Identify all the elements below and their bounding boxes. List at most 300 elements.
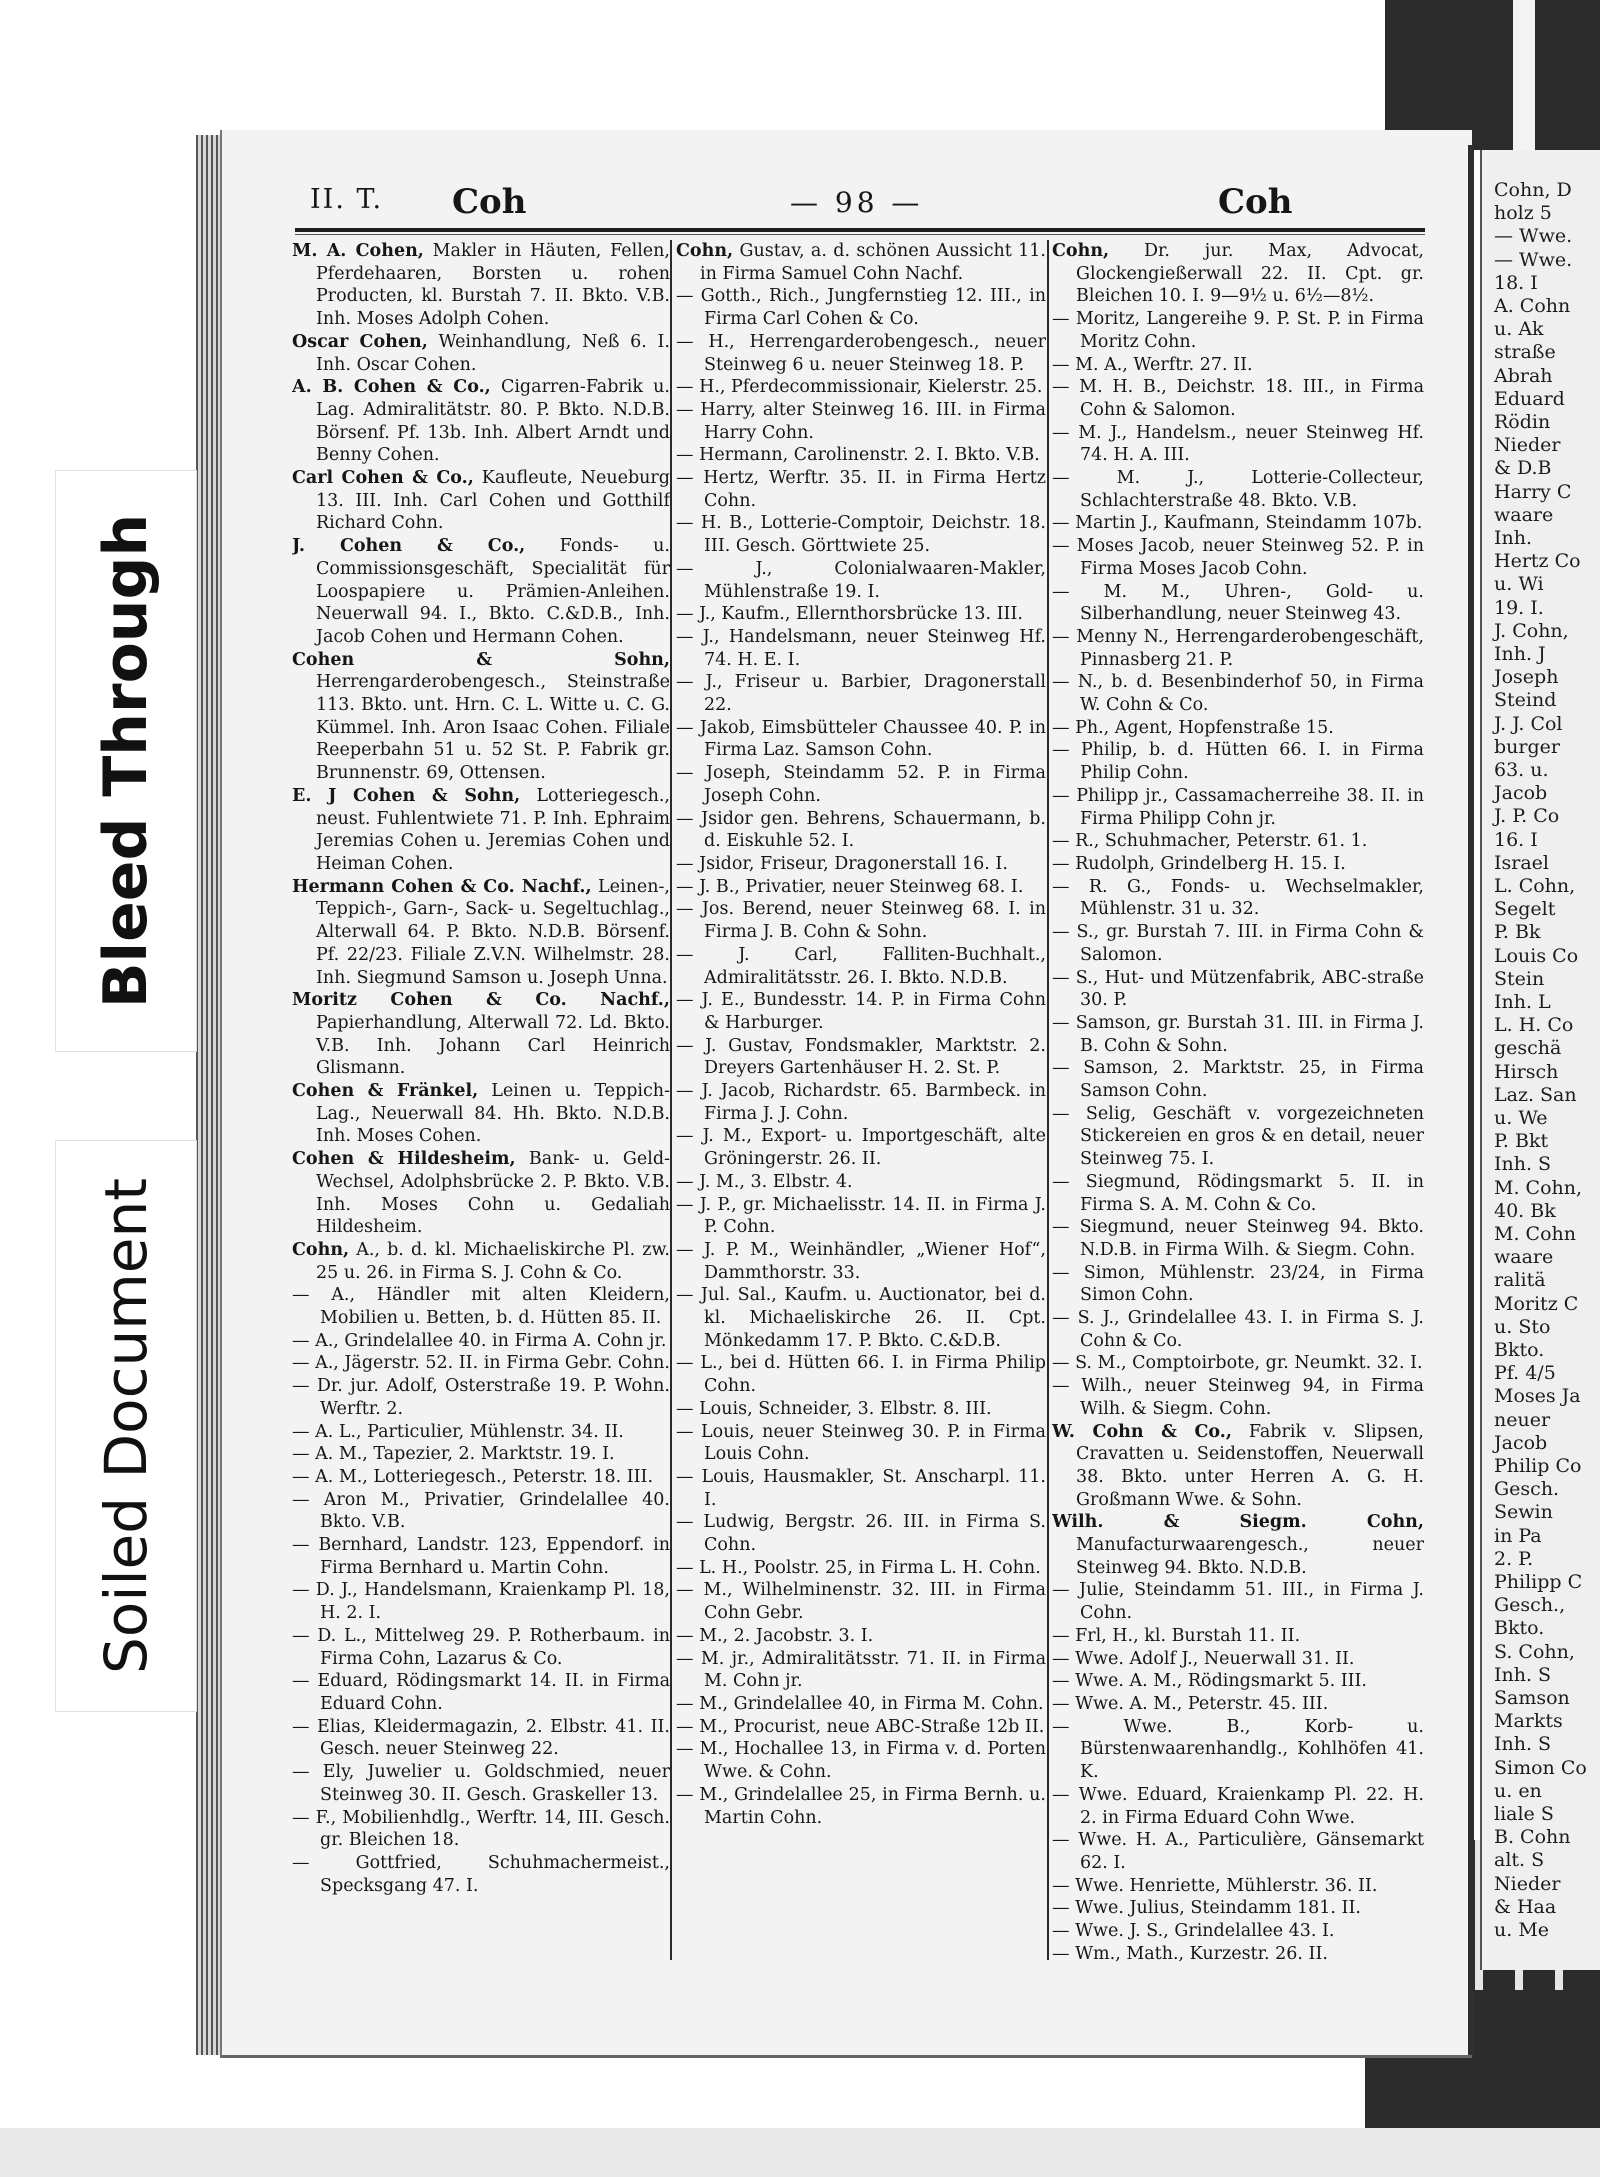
- entry-name: Cohen & Fränkel,: [292, 1081, 479, 1102]
- entry-text: — Louis, neuer Steinweg 30. P. in Firma Louis Cohn.: [676, 1421, 1046, 1465]
- directory-subentry: [676, 1738, 1046, 1783]
- entry-text: — A., Jägerstr. 52. II. in Firma Gebr. Cohn.: [292, 1353, 670, 1374]
- entry-text: — S., Hut- und Mützenfabrik, ABC-straße 30. P.: [1052, 967, 1424, 1011]
- directory-subentry: [1052, 876, 1424, 921]
- entry-name: Hermann Cohen & Co. Nachf.,: [292, 876, 592, 897]
- section-marker: II. T.: [310, 184, 384, 215]
- entry-text: Cigarren-Fabrik u. Lag. Admiralitätstr. 80. P. Bkto. N.D.B. Börsenf. Pf. 13b. Inh. Albert Arndt und Benny Cohen.: [316, 377, 670, 466]
- directory-subentry: [676, 603, 1046, 626]
- directory-subentry: [292, 1330, 670, 1353]
- next-page-line: P. Bkt: [1494, 1130, 1549, 1153]
- bleed-through-text: Bleed Through: [91, 513, 162, 1009]
- next-page-line: J. Cohn,: [1494, 619, 1569, 642]
- directory-subentry: [292, 1284, 670, 1329]
- next-page-line: geschä: [1494, 1037, 1562, 1060]
- directory-subentry: [676, 1693, 1046, 1716]
- entry-text: — J., Kaufm., Ellernthorsbrücke 13. III.: [676, 604, 1023, 625]
- directory-subentry: [1052, 1579, 1424, 1624]
- entry-text: — A. M., Tapezier, 2. Marktstr. 19. I.: [292, 1444, 615, 1465]
- directory-entry: [292, 376, 670, 467]
- directory-subentry: [676, 853, 1046, 876]
- directory-subentry: [676, 1171, 1046, 1194]
- entry-text: — A., Grindelallee 40. in Firma A. Cohn jr.: [292, 1330, 667, 1351]
- next-page-line: u. Me: [1494, 1919, 1550, 1941]
- directory-subentry: [292, 1761, 670, 1806]
- next-page-line: S. Cohn,: [1494, 1640, 1575, 1663]
- entry-text: — Louis, Hausmakler, St. Anscharpl. 11. I.: [676, 1466, 1046, 1510]
- directory-subentry: [292, 1352, 670, 1375]
- next-page-line: L. H. Co: [1494, 1014, 1574, 1037]
- entry-text: — Wwe. B., Korb- u. Bürstenwaarenhandlg., Kohlhöfen 41. K.: [1052, 1716, 1424, 1783]
- entry-text: — Philip, b. d. Hütten 66. I. in Firma Philip Cohn.: [1052, 740, 1424, 784]
- entry-text: — R. G., Fonds- u. Wechselmakler, Mühlenstr. 31 u. 32.: [1052, 876, 1424, 920]
- column-1: [292, 240, 670, 1975]
- entry-text: — S. M., Comptoirbote, gr. Neumkt. 32. I.: [1052, 1353, 1423, 1374]
- directory-subentry: [1052, 853, 1424, 876]
- directory-subentry: [676, 717, 1046, 762]
- entry-text: — Bernhard, Landstr. 123, Eppendorf. in Firma Bernhard u. Martin Cohn.: [292, 1535, 670, 1578]
- entry-text: Leinen u. Teppich-Lag., Neuerwall 84. Hh. Bkto. N.D.B. Inh. Moses Cohen.: [316, 1081, 670, 1147]
- entry-text: — Wilh., neuer Steinweg 94, in Firma Wilh. & Siegm. Cohn.: [1052, 1376, 1424, 1419]
- next-page-line: Inh. J: [1494, 643, 1546, 665]
- next-page-line: Louis Co: [1494, 944, 1579, 967]
- entry-text: — Samson, gr. Burstah 31. III. in Firma J. B. Cohn & Sohn.: [1052, 1012, 1424, 1056]
- directory-subentry: [1052, 671, 1424, 716]
- entry-text: — Selig, Geschäft v. vorgezeichneten Stickereien en gros & en detail, neuer Steinweg 75. I.: [1052, 1103, 1424, 1170]
- directory-entry: [1052, 1421, 1424, 1512]
- next-page-line: u. Sto: [1494, 1315, 1551, 1338]
- entry-text: Lotteriegesch., neust. Fuhlentwiete 71. P. Inh. Ephraim Jeremias Cohen u. Jeremias Cohen und Heiman Cohen.: [316, 785, 670, 874]
- entry-text: — H. B., Lotterie-Comptoir, Deichstr. 18. III. Gesch. Görttwiete 25.: [676, 513, 1046, 557]
- directory-subentry: [292, 1579, 670, 1624]
- directory-subentry: [1052, 921, 1424, 966]
- directory-subentry: [676, 1557, 1046, 1580]
- entry-text: — Louis, Schneider, 3. Elbstr. 8. III.: [676, 1398, 992, 1419]
- entry-text: — Jsidor gen. Behrens, Schauermann, b. d. Eiskuhle 52. I.: [676, 808, 1046, 852]
- directory-subentry: [676, 876, 1046, 899]
- entry-text: — Harry, alter Steinweg 16. III. in Firma Harry Cohn.: [676, 399, 1046, 443]
- directory-subentry: [676, 1194, 1046, 1239]
- next-page-line: liale S: [1494, 1803, 1554, 1825]
- directory-subentry: [1052, 739, 1424, 784]
- next-page-line: Philip Co: [1494, 1455, 1582, 1477]
- directory-subentry: [1052, 1829, 1424, 1874]
- entry-text: — Eduard, Rödingsmarkt 14. II. in Firma Eduard Cohn.: [292, 1671, 670, 1714]
- directory-subentry: [1052, 535, 1424, 580]
- next-page-line: u. We: [1494, 1107, 1548, 1129]
- entry-text: — Siegmund, neuer Steinweg 94. Bkto. N.D.B. in Firma Wilh. & Siegm. Cohn.: [1052, 1217, 1424, 1260]
- entry-text: — M. J., Handelsm., neuer Steinweg Hf. 74. H. A. III.: [1052, 422, 1424, 466]
- directory-subentry: [1052, 785, 1424, 830]
- entry-text: — Julie, Steindamm 51. III., in Firma J. Cohn.: [1052, 1580, 1424, 1624]
- next-page-line: Segelt: [1494, 898, 1556, 921]
- next-page-line: Samson: [1494, 1687, 1570, 1709]
- entry-text: — Wm., Math., Kurzestr. 26. II.: [1052, 1943, 1328, 1964]
- directory-entry: [292, 331, 670, 376]
- entry-text: — M. M., Uhren-, Gold- u. Silberhandlung, neuer Steinweg 43.: [1052, 581, 1424, 625]
- directory-subentry: [1052, 354, 1424, 377]
- directory-subentry: [1052, 1103, 1424, 1171]
- entry-text: — Simon, Mühlenstr. 23/24, in Firma Simon Cohn.: [1052, 1262, 1424, 1306]
- next-page-line: Inh. S: [1494, 1733, 1552, 1756]
- directory-subentry: [292, 1421, 670, 1444]
- next-page-line: in Pa: [1494, 1524, 1542, 1547]
- directory-subentry: [1052, 1716, 1424, 1784]
- column-3: [1052, 240, 1424, 1975]
- directory-subentry: [676, 626, 1046, 671]
- directory-entry: [676, 240, 1046, 285]
- directory-subentry: [676, 944, 1046, 989]
- entry-text: — Ludwig, Bergstr. 26. III. in Firma S. Cohn.: [676, 1512, 1046, 1556]
- entry-name: J. Cohen & Co.,: [292, 536, 526, 557]
- next-page-line: Harry C: [1494, 480, 1572, 503]
- column-2: [676, 240, 1046, 1975]
- directory-subentry: [1052, 308, 1424, 353]
- directory-subentry: [1052, 1307, 1424, 1352]
- entry-text: — D. L., Mittelweg 29. P. Rotherbaum. in Firma Cohn, Lazarus & Co.: [292, 1625, 670, 1669]
- entry-text: — Jakob, Eimsbütteler Chaussee 40. P. in Firma Laz. Samson Cohn.: [676, 717, 1046, 761]
- next-page-fragment: [1480, 150, 1600, 1970]
- entry-text: Kaufleute, Neueburg 13. III. Inh. Carl Cohen und Gotthilf Richard Cohn.: [316, 468, 670, 534]
- next-page-line: ralitä: [1494, 1269, 1546, 1292]
- entry-text: — Wwe. Eduard, Kraienkamp Pl. 22. H. 2. in Firma Eduard Cohn Wwe.: [1052, 1784, 1424, 1828]
- entry-name: Wilh. & Siegm. Cohn,: [1052, 1512, 1424, 1533]
- entry-text: — Rudolph, Grindelberg H. 15. I.: [1052, 853, 1346, 874]
- entry-text: — Jul. Sal., Kaufm. u. Auctionator, bei d. kl. Michaeliskirche 26. II. Cpt. Mönkedamm 17. P. Bkto. C.&D.B.: [676, 1285, 1046, 1351]
- entry-text: Leinen-, Teppich-, Garn-, Sack- u. Segeltuchlag., Alterwall 64. P. Bkto. N.D.B. Börsenf. Pf. 22/23. Filiale Z.V.N. Wilhelmstr. 28. Inh. Siegmund Samson u. Joseph Unna.: [316, 876, 670, 988]
- page-number: — 98 —: [790, 186, 924, 219]
- directory-subentry: [676, 1239, 1046, 1284]
- column-divider: [1047, 240, 1049, 1960]
- directory-subentry: [676, 376, 1046, 399]
- next-page-line: & D.B: [1494, 457, 1552, 480]
- next-page-line: J. J. Col: [1494, 712, 1563, 735]
- soiled-document-label: [55, 1140, 197, 1712]
- next-page-line: Laz. San: [1494, 1083, 1577, 1106]
- next-page-line: alt. S: [1494, 1849, 1545, 1872]
- directory-subentry: [676, 331, 1046, 376]
- entry-text: — Hermann, Carolinenstr. 2. I. Bkto. V.B.: [676, 445, 1040, 466]
- entry-text: — Hertz, Werftr. 35. II. in Firma Hertz Cohn.: [676, 468, 1046, 511]
- directory-subentry: [676, 989, 1046, 1034]
- directory-subentry: [676, 1125, 1046, 1170]
- entry-text: — J. E., Bundesstr. 14. P. in Firma Cohn & Harburger.: [676, 990, 1046, 1033]
- directory-subentry: [1052, 1693, 1424, 1716]
- entry-text: — Gottfried, Schuhmachermeist., Specksgang 47. I.: [292, 1852, 670, 1896]
- entry-text: — Ely, Juwelier u. Goldschmied, neuer Steinweg 30. II. Gesch. Graskeller 13.: [292, 1762, 670, 1805]
- entry-text: — M., Procurist, neue ABC-Straße 12b II.: [676, 1716, 1045, 1737]
- entry-text: Dr. jur. Max, Advocat, Glockengießerwall 22. II. Cpt. gr. Bleichen 10. I. 9—9½ u. 6½—8½.: [1076, 241, 1424, 307]
- directory-entry: [292, 989, 670, 1080]
- directory-entry: [1052, 240, 1424, 308]
- entry-text: — Wwe. J. S., Grindelallee 43. I.: [1052, 1921, 1335, 1942]
- directory-entry: [292, 1080, 670, 1148]
- directory-subentry: [292, 1489, 670, 1534]
- entry-text: — A., Händler mit alten Kleidern, Mobilien u. Betten, b. d. Hütten 85. II.: [292, 1285, 670, 1329]
- entry-text: — M., Wilhelminenstr. 32. III. in Firma Cohn Gebr.: [676, 1580, 1046, 1624]
- directory-subentry: [676, 1579, 1046, 1624]
- entry-text: — H., Herrengarderobengesch., neuer Steinweg 6 u. neuer Steinweg 18. P.: [676, 331, 1046, 375]
- entry-text: — Elias, Kleidermagazin, 2. Elbstr. 41. II. Gesch. neuer Steinweg 22.: [292, 1716, 670, 1760]
- directory-subentry: [676, 1784, 1046, 1829]
- next-page-line: Bkto.: [1494, 1339, 1545, 1361]
- next-page-line: Nieder: [1494, 434, 1561, 457]
- directory-entry: [292, 876, 670, 990]
- next-page-line: Hertz Co: [1494, 550, 1581, 573]
- entry-text: — M. jr., Admiralitätsstr. 71. II. in Firma M. Cohn jr.: [676, 1648, 1046, 1692]
- next-page-line: Eduard: [1494, 387, 1565, 410]
- entry-text: — A. M., Lotteriegesch., Peterstr. 18. III.: [292, 1466, 654, 1487]
- directory-subentry: [676, 1511, 1046, 1556]
- next-page-line: Moses Ja: [1494, 1385, 1581, 1408]
- entry-text: — J., Friseur u. Barbier, Dragonerstall 22.: [676, 672, 1046, 716]
- next-page-line: L. Cohn,: [1494, 875, 1576, 897]
- entry-text: Manufacturwaarengesch., neuer Steinweg 94. Bkto. N.D.B.: [1076, 1535, 1424, 1578]
- next-page-line: M. Cohn: [1494, 1223, 1576, 1245]
- entry-text: — R., Schuhmacher, Peterstr. 61. 1.: [1052, 831, 1368, 852]
- running-head: [300, 182, 1425, 228]
- entry-text: — S., gr. Burstah 7. III. in Firma Cohn & Salomon.: [1052, 922, 1424, 965]
- entry-text: — J., Colonialwaaren-Makler, Mühlenstraße 19. I.: [676, 558, 1046, 602]
- entry-text: — Wwe. A. M., Peterstr. 45. III.: [1052, 1694, 1329, 1714]
- entry-name: Cohn,: [1052, 241, 1110, 261]
- entry-text: Makler in Häuten, Fellen, Pferdehaaren, Borsten u. rohen Producten, kl. Burstah 7. II. Bkto. V.B. Inh. Moses Adolph Cohen.: [316, 241, 670, 330]
- next-page-line: Simon Co: [1494, 1756, 1587, 1779]
- entry-text: — M., Grindelallee 40, in Firma M. Cohn.: [676, 1694, 1044, 1714]
- directory-subentry: [676, 558, 1046, 603]
- directory-subentry: [1052, 1897, 1424, 1920]
- directory-subentry: [676, 1352, 1046, 1397]
- directory-subentry: [1052, 1171, 1424, 1216]
- next-page-line: A. Cohn: [1494, 295, 1571, 317]
- directory-subentry: [676, 399, 1046, 444]
- next-page-line: u. Ak: [1494, 318, 1544, 341]
- entry-text: — Wwe. H. A., Particulière, Gänsemarkt 62. I.: [1052, 1830, 1424, 1873]
- entry-text: — M. H. B., Deichstr. 18. III., in Firma Cohn & Salomon.: [1052, 377, 1424, 420]
- directory-subentry: [1052, 1262, 1424, 1307]
- bleed-through-label: [55, 470, 197, 1052]
- scanner-bed-edge: [0, 2128, 1600, 2177]
- next-page-line: Inh. S: [1494, 1663, 1552, 1686]
- entry-text: — Menny N., Herrengarderobengeschäft, Pinnasberg 21. P.: [1052, 626, 1424, 670]
- next-page-line: Nieder: [1494, 1872, 1561, 1895]
- entry-name: Oscar Cohen,: [292, 331, 428, 352]
- next-page-line: Abrah: [1494, 364, 1553, 387]
- entry-text: — L., bei d. Hütten 66. I. in Firma Philip Cohn.: [676, 1353, 1046, 1397]
- entry-text: — J. Jacob, Richardstr. 65. Barmbeck. in Firma J. J. Cohn.: [676, 1081, 1046, 1124]
- entry-text: — M., Grindelallee 25, in Firma Bernh. u. Martin Cohn.: [676, 1784, 1046, 1828]
- next-page-line: Rödin: [1494, 411, 1551, 433]
- next-page-line: Markts: [1494, 1710, 1563, 1733]
- catchword-left: Coh: [452, 182, 527, 222]
- next-page-line: Jacob: [1494, 782, 1548, 805]
- entry-text: — J. B., Privatier, neuer Steinweg 68. I.: [676, 876, 1024, 897]
- next-page-line: straße: [1494, 341, 1556, 364]
- next-page-line: Inh. S: [1494, 1153, 1552, 1176]
- directory-subentry: [292, 1625, 670, 1670]
- entry-text: — M. A., Werftr. 27. II.: [1052, 354, 1253, 375]
- directory-subentry: [1052, 1670, 1424, 1693]
- entry-text: — Jos. Berend, neuer Steinweg 68. I. in Firma J. B. Cohn & Sohn.: [676, 899, 1046, 943]
- next-page-line: Stein: [1494, 967, 1545, 990]
- entry-name: A. B. Cohen & Co.,: [292, 377, 491, 398]
- directory-subentry: [1052, 1057, 1424, 1102]
- directory-subentry: [676, 1466, 1046, 1511]
- entry-text: — Wwe. Henriette, Mühlerstr. 36. II.: [1052, 1875, 1378, 1896]
- directory-entry: [1052, 1511, 1424, 1579]
- directory-entry: [292, 1239, 670, 1284]
- next-page-line: 19. I.: [1494, 596, 1544, 619]
- entry-text: — J. Carl, Falliten-Buchhalt., Admiralitätsstr. 26. I. Bkto. N.D.B.: [676, 944, 1046, 988]
- directory-subentry: [676, 671, 1046, 716]
- directory-subentry: [1052, 1625, 1424, 1648]
- directory-subentry: [1052, 1875, 1424, 1898]
- next-page-line: u. en: [1494, 1779, 1542, 1802]
- directory-subentry: [676, 1398, 1046, 1421]
- directory-subentry: [676, 444, 1046, 467]
- entry-name: Cohn,: [292, 1239, 350, 1260]
- entry-text: — Dr. jur. Adolf, Osterstraße 19. P. Wohn. Werftr. 2.: [292, 1376, 670, 1419]
- entry-text: — J. P., gr. Michaelisstr. 14. II. in Firma J. P. Cohn.: [676, 1194, 1046, 1238]
- directory-subentry: [676, 285, 1046, 330]
- next-page-line: B. Cohn: [1494, 1826, 1571, 1849]
- next-page-line: Inh. L: [1494, 991, 1551, 1013]
- directory-subentry: [292, 1466, 670, 1489]
- next-page-line: Cohn, D: [1494, 179, 1572, 201]
- directory-subentry: [676, 1421, 1046, 1466]
- entry-name: Carl Cohen & Co.,: [292, 468, 474, 489]
- directory-subentry: [292, 1807, 670, 1852]
- entry-name: Cohn,: [676, 241, 734, 261]
- next-page-line: Israel: [1494, 851, 1549, 874]
- entry-text: — Martin J., Kaufmann, Steindamm 107b.: [1052, 513, 1423, 534]
- column-divider: [670, 240, 672, 1960]
- directory-subentry: [292, 1443, 670, 1466]
- entry-text: — M., Hochallee 13, in Firma v. d. Porten Wwe. & Cohn.: [676, 1739, 1046, 1783]
- directory-subentry: [1052, 626, 1424, 671]
- next-page-line: 16. I: [1494, 828, 1538, 851]
- next-page-line: P. Bk: [1494, 921, 1541, 944]
- next-page-line: Gesch.,: [1494, 1594, 1566, 1617]
- entry-text: — F., Mobilienhdlg., Werftr. 14, III. Gesch. gr. Bleichen 18.: [292, 1807, 670, 1851]
- next-page-line: — Wwe.: [1494, 248, 1573, 271]
- directory-subentry: [1052, 1784, 1424, 1829]
- entry-text: Weinhandlung, Neß 6. I. Inh. Oscar Cohen.: [316, 331, 670, 375]
- directory-subentry: [1052, 830, 1424, 853]
- scanner-shadow-top: [1385, 0, 1600, 150]
- next-page-line: Gesch.: [1494, 1478, 1560, 1501]
- entry-text: — Aron M., Privatier, Grindelallee 40. Bkto. V.B.: [292, 1489, 670, 1533]
- next-page-line: Inh.: [1494, 527, 1533, 549]
- directory-subentry: [1052, 376, 1424, 421]
- directory-subentry: [1052, 1375, 1424, 1420]
- directory-subentry: [1052, 1920, 1424, 1943]
- next-page-line: & Haa: [1494, 1895, 1557, 1918]
- entry-text: — J. Gustav, Fondsmakler, Marktstr. 2. Dreyers Gartenhäuser H. 2. St. P.: [676, 1035, 1046, 1079]
- entry-text: — Moritz, Langereihe 9. P. St. P. in Firma Moritz Cohn.: [1052, 309, 1424, 352]
- directory-subentry: [676, 1625, 1046, 1648]
- next-page-line: Philipp C: [1494, 1571, 1583, 1593]
- entry-text: — Wwe. A. M., Rödingsmarkt 5. III.: [1052, 1671, 1367, 1692]
- next-page-line: Sewin: [1494, 1501, 1553, 1524]
- directory-subentry: [1052, 467, 1424, 512]
- next-page-line: holz 5: [1494, 202, 1552, 225]
- soiled-document-text: Soiled Document: [92, 1178, 161, 1674]
- entry-text: — M., 2. Jacobstr. 3. I.: [676, 1625, 874, 1646]
- entry-text: — L. H., Poolstr. 25, in Firma L. H. Cohn.: [676, 1557, 1041, 1578]
- entry-text: — D. J., Handelsmann, Kraienkamp Pl. 18, H. 2. I.: [292, 1580, 670, 1624]
- header-rule: [295, 228, 1425, 232]
- next-page-line: 2. P.: [1494, 1547, 1534, 1570]
- directory-subentry: [676, 1284, 1046, 1352]
- next-page-line: Bkto.: [1494, 1617, 1545, 1640]
- entry-text: — Wwe. Adolf J., Neuerwall 31. II.: [1052, 1648, 1355, 1669]
- directory-subentry: [676, 1035, 1046, 1080]
- page-stack-edges: [196, 135, 222, 2055]
- directory-subentry: [676, 898, 1046, 943]
- directory-entry: [292, 240, 670, 331]
- directory-subentry: [676, 512, 1046, 557]
- entry-text: — Wwe. Julius, Steindamm 181. II.: [1052, 1898, 1361, 1919]
- entry-text: — Joseph, Steindamm 52. P. in Firma Joseph Cohn.: [676, 763, 1046, 806]
- catchword-right: Coh: [1218, 182, 1293, 222]
- entry-text: — Philipp jr., Cassamacherreihe 38. II. in Firma Philipp Cohn jr.: [1052, 785, 1424, 829]
- next-page-line: Steind: [1494, 689, 1557, 712]
- entry-text: A., b. d. kl. Michaeliskirche Pl. zw. 25 u. 26. in Firma S. J. Cohn & Co.: [316, 1239, 670, 1283]
- directory-entry: [292, 467, 670, 535]
- entry-name: Cohen & Hildesheim,: [292, 1149, 516, 1170]
- directory-subentry: [1052, 717, 1424, 740]
- directory-subentry: [1052, 1352, 1424, 1375]
- entry-text: — A. L., Particulier, Mühlenstr. 34. II.: [292, 1421, 624, 1442]
- entry-text: — J., Handelsmann, neuer Steinweg Hf. 74. H. E. I.: [676, 626, 1046, 670]
- entry-text: — Ph., Agent, Hopfenstraße 15.: [1052, 717, 1334, 738]
- entry-text: Gustav, a. d. schönen Aussicht 11. in Firma Samuel Cohn Nachf.: [700, 241, 1046, 284]
- binding-gap: [1513, 0, 1535, 150]
- directory-subentry: [1052, 512, 1424, 535]
- next-page-line: Joseph: [1494, 666, 1559, 689]
- next-page-line: 18. I: [1494, 271, 1538, 294]
- next-page-line: neuer: [1494, 1408, 1551, 1431]
- directory-subentry: [676, 1080, 1046, 1125]
- next-page-line: waare: [1494, 1246, 1554, 1269]
- entry-text: — S. J., Grindelallee 43. I. in Firma S. J. Cohn & Co.: [1052, 1308, 1424, 1351]
- directory-subentry: [1052, 1216, 1424, 1261]
- entry-name: M. A. Cohen,: [292, 241, 424, 261]
- entry-text: — Siegmund, Rödingsmarkt 5. II. in Firma S. A. M. Cohn & Co.: [1052, 1171, 1424, 1215]
- entry-text: — Jsidor, Friseur, Dragonerstall 16. I.: [676, 853, 1008, 874]
- directory-subentry: [292, 1375, 670, 1420]
- directory-subentry: [676, 762, 1046, 807]
- entry-text: — J. M., Export- u. Importgeschäft, alte Gröningerstr. 26. II.: [676, 1126, 1046, 1170]
- entry-name: E. J Cohen & Sohn,: [292, 785, 521, 806]
- entry-text: — Gotth., Rich., Jungfernstieg 12. III., in Firma Carl Cohen & Co.: [676, 286, 1046, 330]
- entry-text: — H., Pferdecommissionair, Kielerstr. 25.: [676, 377, 1043, 398]
- next-page-line: 63. u.: [1494, 759, 1549, 781]
- directory-entry: [292, 535, 670, 649]
- directory-subentry: [1052, 967, 1424, 1012]
- next-page-line: J. P. Co: [1494, 805, 1560, 828]
- directory-subentry: [1052, 422, 1424, 467]
- directory-entry: [292, 649, 670, 785]
- next-page-line: — Wwe.: [1494, 225, 1573, 248]
- next-page-line: Hirsch: [1494, 1060, 1559, 1083]
- directory-subentry: [676, 808, 1046, 853]
- entry-text: Fonds- u. Commissionsgeschäft, Specialität für Loospapiere u. Prämien-Anleihen. Neuerwall 94. I., Bkto. C.&D.B., Inh. Jacob Cohen und Hermann Cohen.: [316, 536, 670, 647]
- entry-name: Cohen & Sohn,: [292, 649, 670, 670]
- entry-text: — J. M., 3. Elbstr. 4.: [676, 1171, 853, 1192]
- next-page-line: u. Wi: [1494, 573, 1544, 596]
